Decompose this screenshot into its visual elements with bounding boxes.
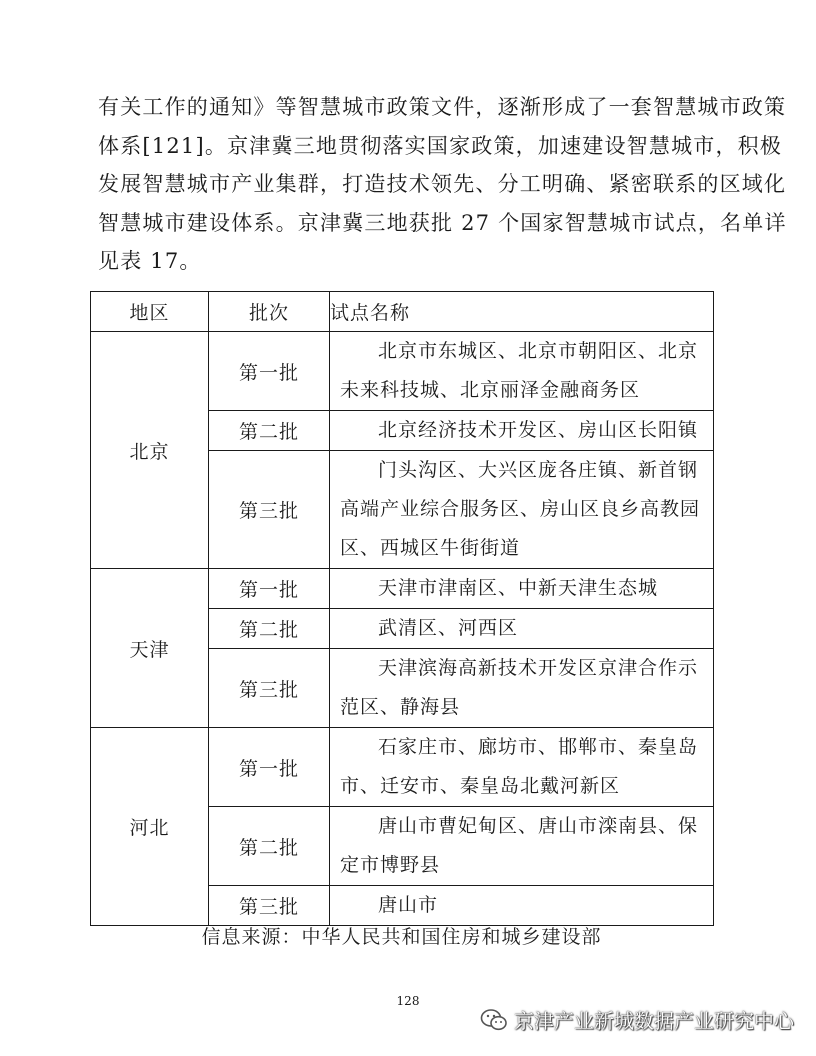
batch-cell: 第三批 [209,451,330,569]
paragraph-line: 发展智慧城市产业集群，打造技术领先、分工明确、紧密联系的区域化 [98,172,787,196]
paragraph-line: 有关工作的通知》等智慧城市政策文件，逐渐形成了一套智慧城市政策 [98,95,787,119]
table-row [91,569,714,609]
page-number: 128 [396,994,420,1008]
pilot-names-cell: 北京经济技术开发区、房山区长阳镇 [330,411,714,451]
pilot-names-cell: 门头沟区、大兴区庞各庄镇、新首钢高端产业综合服务区、房山区良乡高教园区、西城区牛街街道 [330,451,714,569]
pilot-names-cell: 天津市津南区、中新天津生态城 [330,569,714,609]
pilot-names-cell: 天津滨海高新技术开发区京津合作示范区、静海县 [330,649,714,728]
batch-cell: 第一批 [209,569,330,609]
table-row [91,728,714,807]
batch-cell: 第一批 [209,332,330,411]
paragraph-line: 智慧城市建设体系。京津冀三地获批 27 个国家智慧城市试点，名单详 [98,210,787,235]
pilot-names-cell: 北京市东城区、北京市朝阳区、北京未来科技城、北京丽泽金融商务区 [330,332,714,411]
paragraph-line: 体系[121]。京津冀三地贯彻落实国家政策，加速建设智慧城市，积极 [98,133,783,158]
header-region: 地区 [91,292,209,332]
region-cell: 河北 [91,728,209,926]
pilot-names-cell: 唐山市 [330,886,714,926]
batch-cell: 第二批 [209,411,330,451]
pilot-names-cell: 武清区、河西区 [330,609,714,649]
batch-cell: 第三批 [209,649,330,728]
watermark-text: 京津产业新城数据产业研究中心 [514,1009,794,1033]
body-paragraph [98,88,787,281]
pilot-names-cell: 石家庄市、廊坊市、邯郸市、秦皇岛市、迁安市、秦皇岛北戴河新区 [330,728,714,807]
pilot-cities-table [90,291,714,926]
region-cell: 天津 [91,569,209,728]
table-header-row [91,292,714,332]
table-row [91,332,714,411]
wechat-icon [480,1008,508,1032]
batch-cell: 第二批 [209,807,330,886]
header-batch: 批次 [209,292,330,332]
watermark [480,1005,794,1034]
paragraph-line: 见表 17。 [98,249,202,273]
pilot-names-cell: 唐山市曹妃甸区、唐山市滦南县、保定市博野县 [330,807,714,886]
batch-cell: 第一批 [209,728,330,807]
header-pilot-name: 试点名称 [330,292,714,332]
source-note: 信息来源：中华人民共和国住房和城乡建设部 [201,926,602,948]
region-cell: 北京 [91,332,209,569]
batch-cell: 第三批 [209,886,330,926]
batch-cell: 第二批 [209,609,330,649]
